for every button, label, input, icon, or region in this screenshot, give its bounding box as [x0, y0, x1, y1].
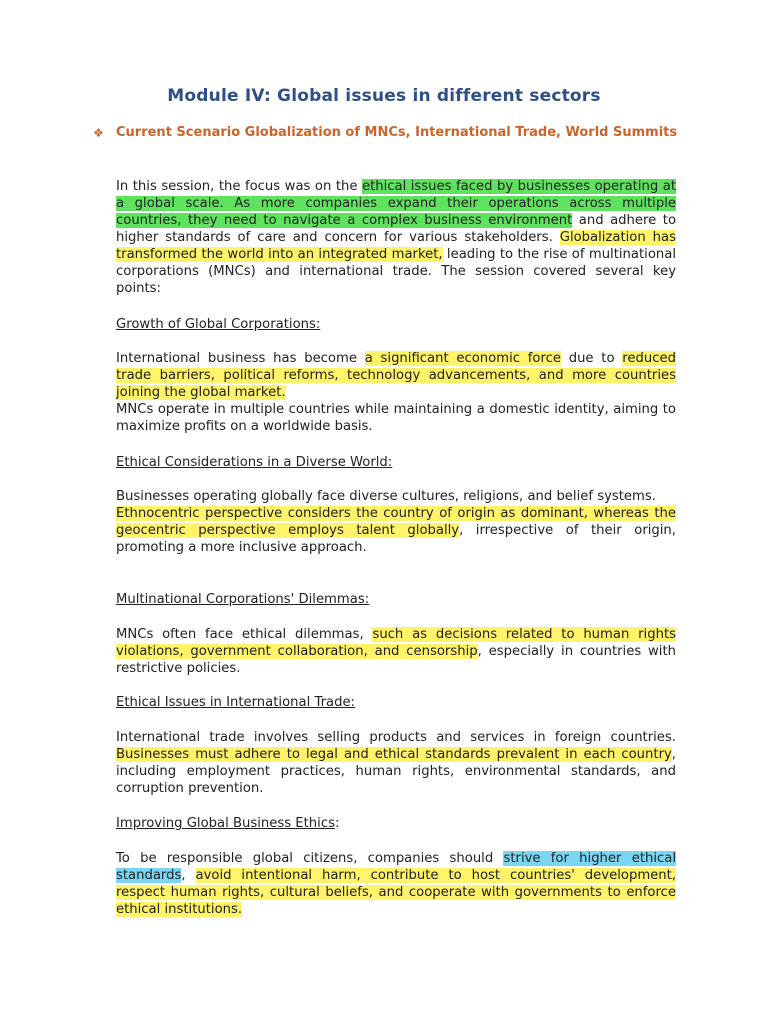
intro-paragraph: In this session, the focus was on the ethical issues faced by businesses operating at a global scale. As more companies expand their operations across multiple countries, they need to navigate a complex business environment and adhere to higher standards of care and concern for various stakeholders. Globalization has transformed the world into an integrated market, leading to the rise of multinational corporations (MNCs) and international trade. The session covered several key points: — [116, 179, 677, 296]
bullet-heading: Current Scenario Globalization of MNCs, International Trade, World Summits — [116, 125, 678, 140]
highlight-yellow: Businesses must adhere to legal and ethical standards prevalent in each country — [116, 747, 672, 762]
section-bullet — [93, 124, 693, 142]
highlight-green: ethical issues faced by businesses operating at a global scale. As more companies expand their operations across multiple countries, they need to navigate a complex business environment — [116, 179, 676, 228]
page-title: Module IV: Global issues in different sectors — [167, 86, 601, 106]
highlight-yellow: reduced trade barriers, political reforms, technology advancements, and more countries joining the global market. — [116, 351, 676, 400]
heading-growth: Growth of Global Corporations: — [116, 317, 321, 332]
highlight-yellow: avoid intentional harm, contribute to host countries' development, respect human rights, cultural beliefs, and cooperate with governments to enforce ethical institutions. — [116, 868, 676, 917]
heading-ethical: Ethical Considerations in a Diverse World: — [116, 455, 393, 470]
diamond-bullet-icon: ❖ — [93, 126, 104, 140]
heading-improving: Improving Global Business Ethics: — [116, 816, 340, 831]
improving-paragraph: To be responsible global citizens, companies should strive for higher ethical standards, avoid intentional harm, contribute to host countries' development, respect human rights, cultural beliefs, and cooperate with governments to enforce ethical institutions. — [116, 851, 677, 917]
growth-paragraph: International business has become a significant economic force due to reduced trade barriers, political reforms, technology advancements, and more countries joining the global market. MNCs operate in multiple countries while maintaining a domestic identity, aiming to maximize profits on a worldwide basis. — [116, 351, 676, 434]
heading-trade: Ethical Issues in International Trade: — [116, 695, 355, 710]
highlight-blue: strive for higher ethical standards — [116, 851, 677, 883]
trade-paragraph: International trade involves selling products and services in foreign countries. Businesses must adhere to legal and ethical standards prevalent in each country, including employment practices, human rights, environmental standards, and corruption prevention. — [116, 730, 676, 796]
heading-dilemmas: Multinational Corporations' Dilemmas: — [116, 592, 370, 607]
highlight-yellow: such as decisions related to human rights violations, government collaboration, and censorship — [116, 627, 676, 659]
ethical-paragraph: Businesses operating globally face diverse cultures, religions, and belief systems. Ethnocentric perspective considers the country of origin as dominant, whereas the geocentric perspective employs talent globally, irrespective of their origin, promoting a more inclusive approach. — [116, 489, 676, 555]
dilemmas-paragraph: MNCs often face ethical dilemmas, such as decisions related to human rights violations, government collaboration, and censorship, especially in countries with restrictive policies. — [116, 627, 676, 676]
highlight-yellow: a significant economic force — [364, 351, 561, 366]
highlight-yellow: Ethnocentric perspective considers the country of origin as dominant, whereas the geocentric perspective employs talent globally — [116, 506, 676, 538]
highlight-yellow: Globalization has transformed the world into an integrated market, — [116, 230, 676, 262]
